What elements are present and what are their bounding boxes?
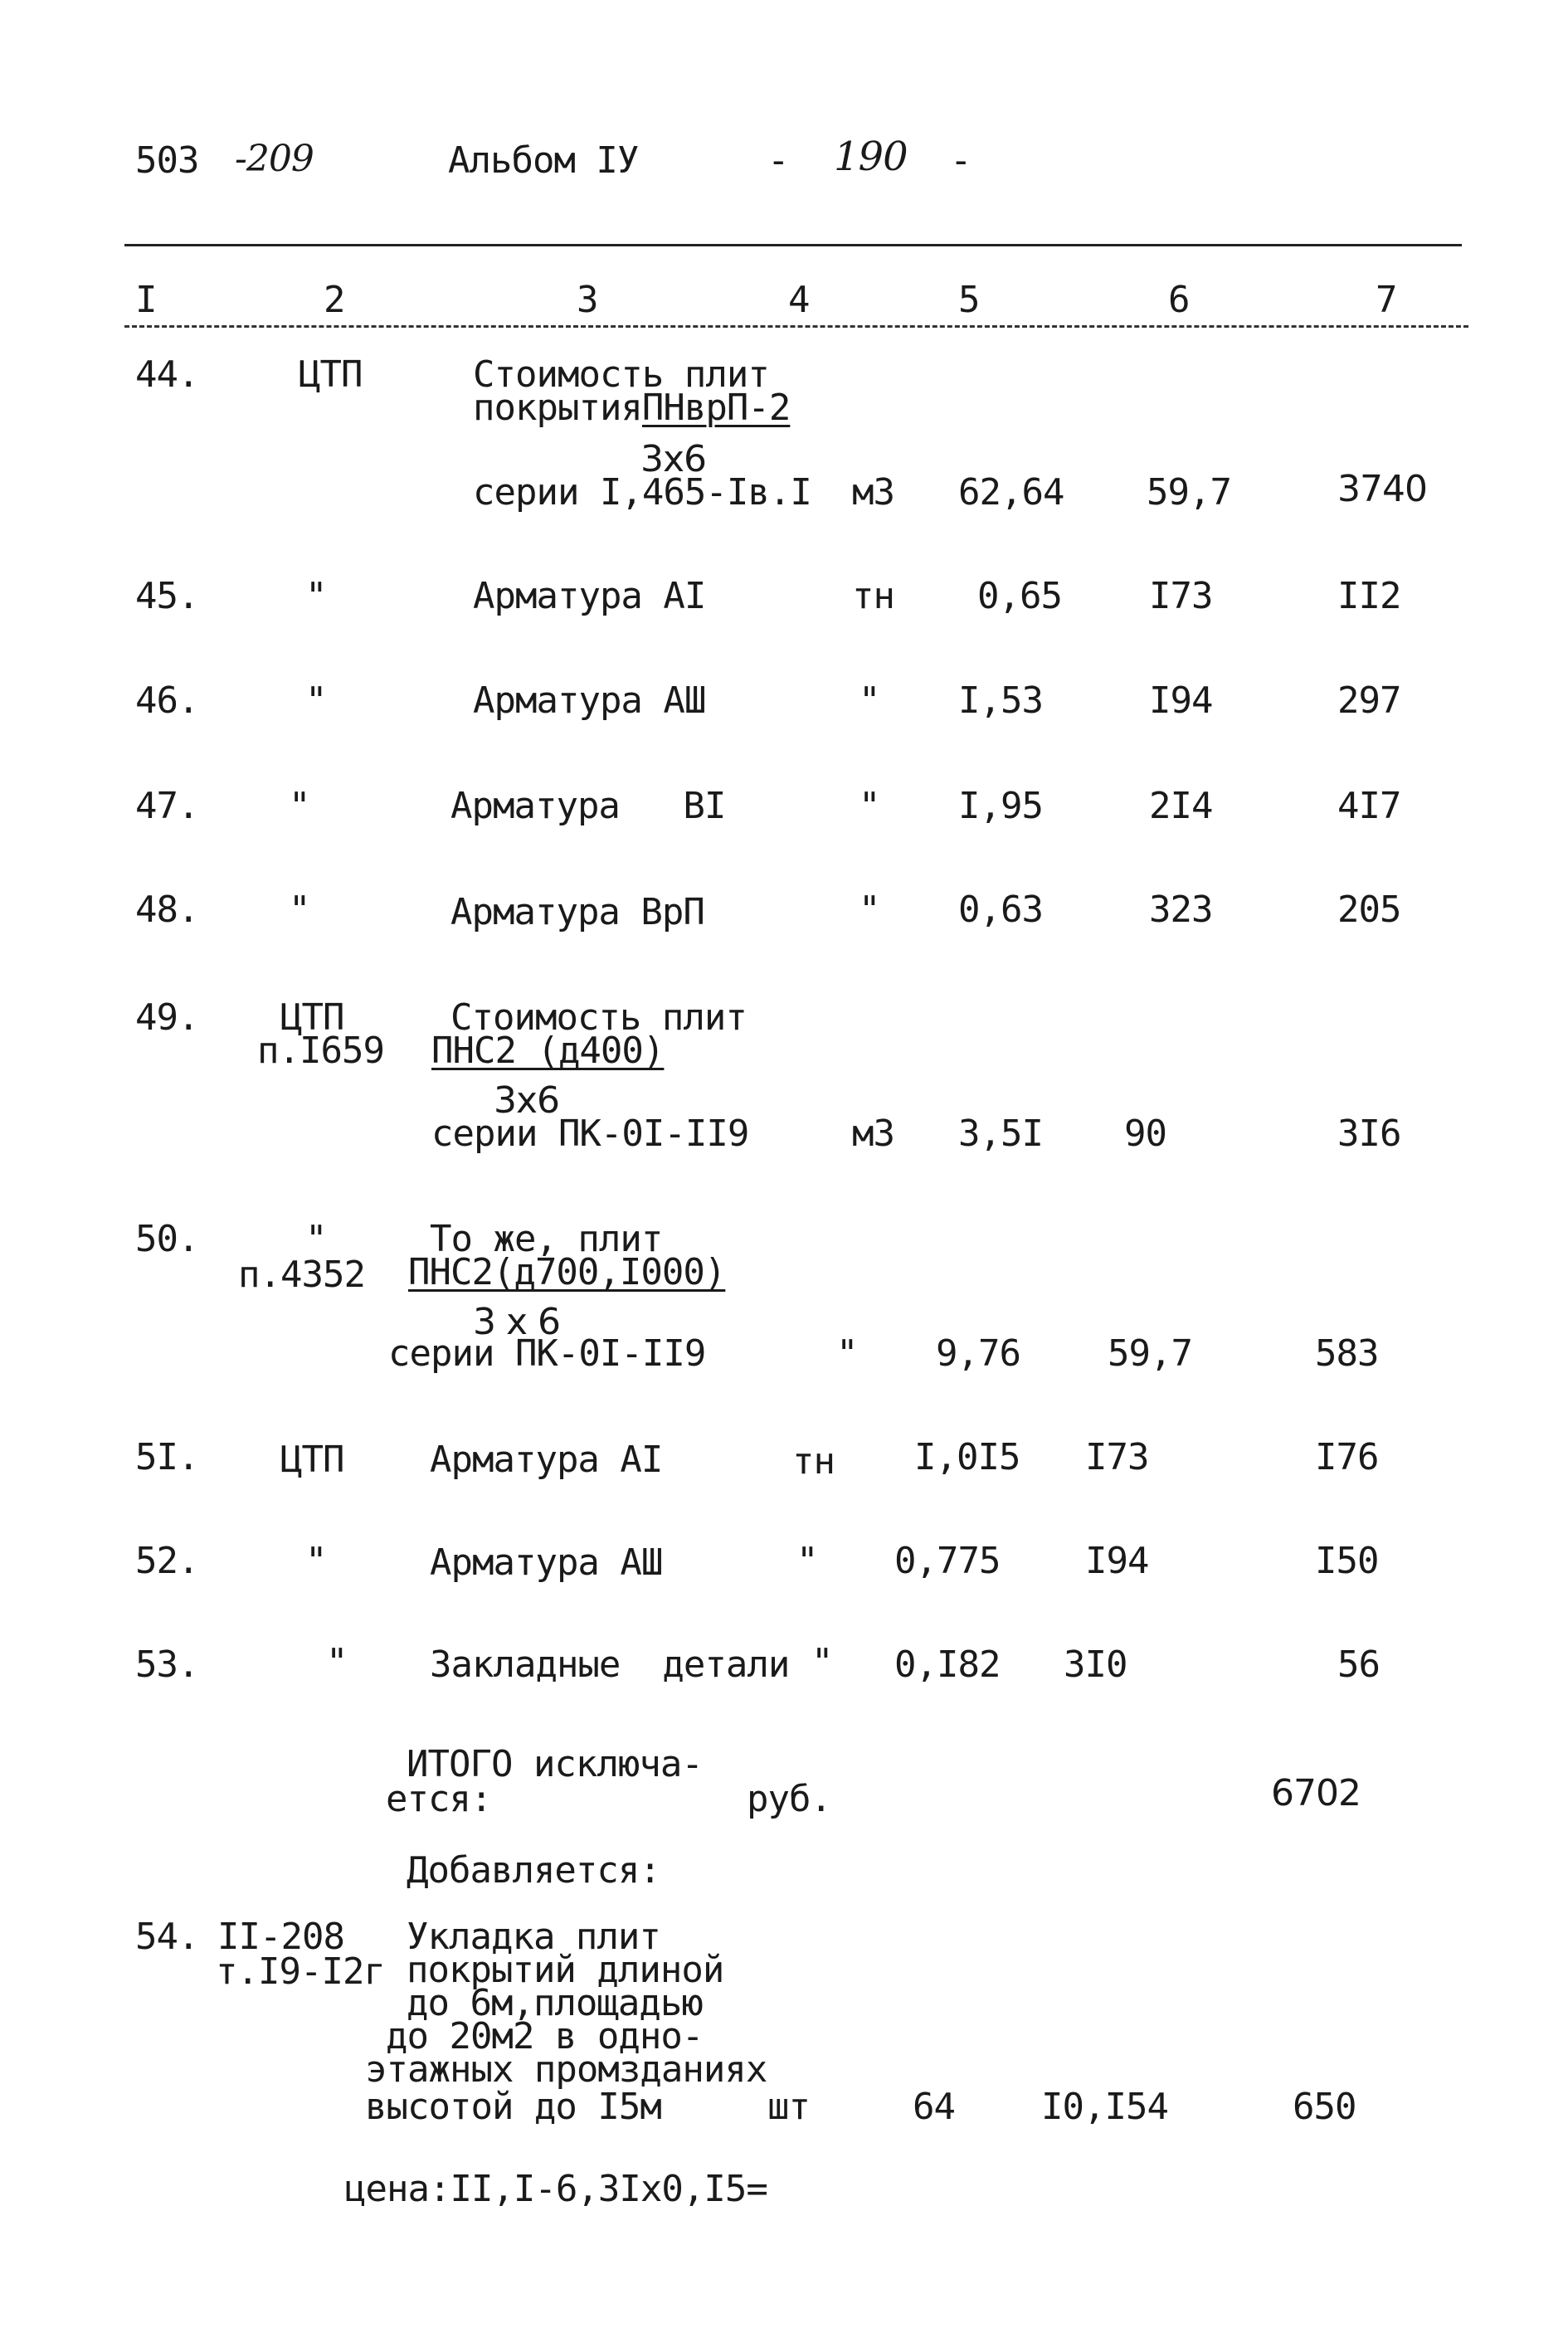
row-code: ": [305, 1218, 327, 1260]
row-total: II2: [1337, 575, 1401, 617]
row-code: ": [305, 575, 327, 617]
row-description: покрытий длиной: [407, 1949, 724, 1991]
row-price: I0,I54: [1041, 2086, 1168, 2128]
row-unit: шт: [767, 2086, 810, 2128]
column-header: I: [135, 279, 157, 321]
row-unit: ": [859, 889, 880, 931]
row-description: [473, 387, 791, 429]
row-qty: 62,64: [958, 471, 1064, 514]
row-code: ": [305, 679, 327, 722]
row-code: ": [289, 785, 310, 827]
row-price: I73: [1149, 575, 1213, 617]
price-formula: цена:II,I-6,3Ix0,I5=: [344, 2168, 767, 2210]
row-code: ЦТП: [299, 353, 363, 396]
page-dash-left: -: [767, 139, 789, 182]
row-description: Арматура AI: [473, 575, 706, 617]
row-description: Арматура АШ: [473, 679, 706, 722]
row-qty: 0,775: [894, 1540, 1001, 1582]
row-unit: ": [796, 1540, 818, 1582]
row-unit: тн: [852, 575, 894, 617]
row-description: Арматура BI: [450, 785, 726, 827]
row-description: Стоимость плит: [450, 996, 747, 1039]
subtotal-total: 6702: [1271, 1772, 1361, 1814]
row-code-reference: п.4352: [238, 1254, 365, 1296]
row-description: до 6м,площадью: [407, 1982, 703, 2024]
row-description: То же, плит: [430, 1218, 663, 1260]
row-total: 583: [1315, 1332, 1379, 1375]
column-header: 6: [1168, 279, 1190, 321]
row-description: Закладные детали: [430, 1643, 790, 1686]
row-total: 297: [1337, 679, 1401, 722]
row-number: 5I.: [135, 1436, 199, 1478]
row-price: I94: [1149, 679, 1213, 722]
row-fraction: 3x6: [640, 438, 707, 480]
column-header: 5: [958, 279, 980, 321]
row-code: ЦТП: [280, 996, 344, 1039]
row-price: 59,7: [1108, 1332, 1192, 1375]
row-unit: ": [859, 785, 880, 827]
album-title: Альбом IУ: [448, 139, 639, 182]
row-total: 650: [1293, 2086, 1356, 2128]
row-total: 205: [1337, 889, 1401, 931]
row-fraction: 3 x 6: [473, 1301, 560, 1343]
column-header: 4: [788, 279, 810, 321]
row-code: ЦТП: [280, 1439, 344, 1481]
row-total: 3740: [1337, 468, 1427, 510]
row-number: 52.: [135, 1540, 199, 1582]
row-description: до 20м2 в одно-: [386, 2015, 704, 2057]
row-qty: 64: [913, 2086, 955, 2128]
row-price: I94: [1085, 1540, 1149, 1582]
row-description: серии ПК-0I-II9: [431, 1113, 749, 1155]
row-unit: тн: [792, 1440, 835, 1483]
row-qty: I,53: [958, 679, 1043, 722]
row-description: Стоимость плит: [473, 353, 769, 396]
row-price: 3I0: [1064, 1643, 1127, 1686]
doc-code: 503: [135, 139, 199, 182]
table-top-rule: [124, 244, 1462, 246]
row-code: II-208: [217, 1916, 344, 1958]
row-price: 323: [1149, 889, 1213, 931]
row-unit: ": [811, 1641, 833, 1683]
row-qty: I,0I5: [914, 1436, 1020, 1478]
subtotal-label: ИТОГО исключа-: [407, 1743, 703, 1785]
row-description: Арматура AI: [430, 1439, 663, 1481]
row-description: высотой до I5м: [365, 2086, 661, 2128]
row-price: 2I4: [1149, 785, 1213, 827]
row-code-reference: п.I659: [257, 1030, 384, 1072]
row-code: ": [289, 889, 310, 931]
row-number: 44.: [135, 353, 199, 396]
row-qty: 3,5I: [958, 1113, 1043, 1155]
row-fraction: 3x6: [494, 1079, 560, 1122]
row-description-underlined: ПНС2(д700,I000): [408, 1251, 726, 1293]
row-price: 59,7: [1147, 471, 1231, 514]
column-header: 7: [1376, 279, 1397, 321]
row-description: Арматура ВрП: [450, 891, 704, 933]
row-number: 47.: [135, 785, 199, 827]
row-total: 56: [1337, 1643, 1380, 1686]
row-total: 4I7: [1337, 785, 1401, 827]
row-description-underlined: ПНС2 (д400): [431, 1030, 665, 1072]
row-number: 53.: [135, 1643, 199, 1686]
row-description: серии I,465-Iв.I: [473, 471, 811, 514]
row-number: 46.: [135, 679, 199, 722]
row-total: I50: [1315, 1540, 1379, 1582]
row-code: ": [305, 1540, 327, 1582]
header-bottom-rule: [124, 325, 1468, 328]
column-header: 3: [577, 279, 598, 321]
row-qty: 9,76: [936, 1332, 1020, 1375]
row-description: покрытия: [473, 387, 642, 429]
row-unit: м3: [852, 1113, 894, 1155]
row-description: Арматура АШ: [430, 1541, 663, 1584]
row-qty: 0,63: [958, 889, 1043, 931]
row-code: ": [326, 1641, 348, 1683]
page-number: 190: [834, 134, 908, 180]
row-unit: ": [859, 679, 880, 722]
row-number: 54.: [135, 1916, 199, 1958]
row-qty: 0,I82: [894, 1643, 1001, 1686]
row-number: 48.: [135, 889, 199, 931]
row-price: I73: [1085, 1436, 1149, 1478]
row-number: 49.: [135, 996, 199, 1039]
row-description: серии ПК-0I-II9: [388, 1332, 706, 1375]
row-description: этажных промзданиях: [365, 2048, 767, 2091]
row-qty: I,95: [958, 785, 1043, 827]
row-total: 3I6: [1337, 1113, 1401, 1155]
row-price: 90: [1124, 1113, 1166, 1155]
column-header: 2: [324, 279, 345, 321]
row-unit: м3: [852, 471, 894, 514]
subtotal-label: ется:: [386, 1778, 492, 1820]
page-dash-right: -: [950, 139, 971, 182]
row-unit: ": [836, 1332, 858, 1375]
row-description-underlined: ПНврП-2: [641, 387, 791, 429]
added-label: Добавляется:: [407, 1849, 660, 1892]
row-code-reference: т.I9-I2г: [216, 1950, 385, 1993]
row-total: I76: [1315, 1436, 1379, 1478]
row-number: 45.: [135, 575, 199, 617]
row-qty: 0,65: [977, 575, 1062, 617]
handwritten-sheet-number: -209: [235, 138, 314, 180]
subtotal-unit: руб.: [747, 1778, 831, 1820]
row-description: Укладка плит: [407, 1916, 660, 1958]
row-number: 50.: [135, 1218, 199, 1260]
